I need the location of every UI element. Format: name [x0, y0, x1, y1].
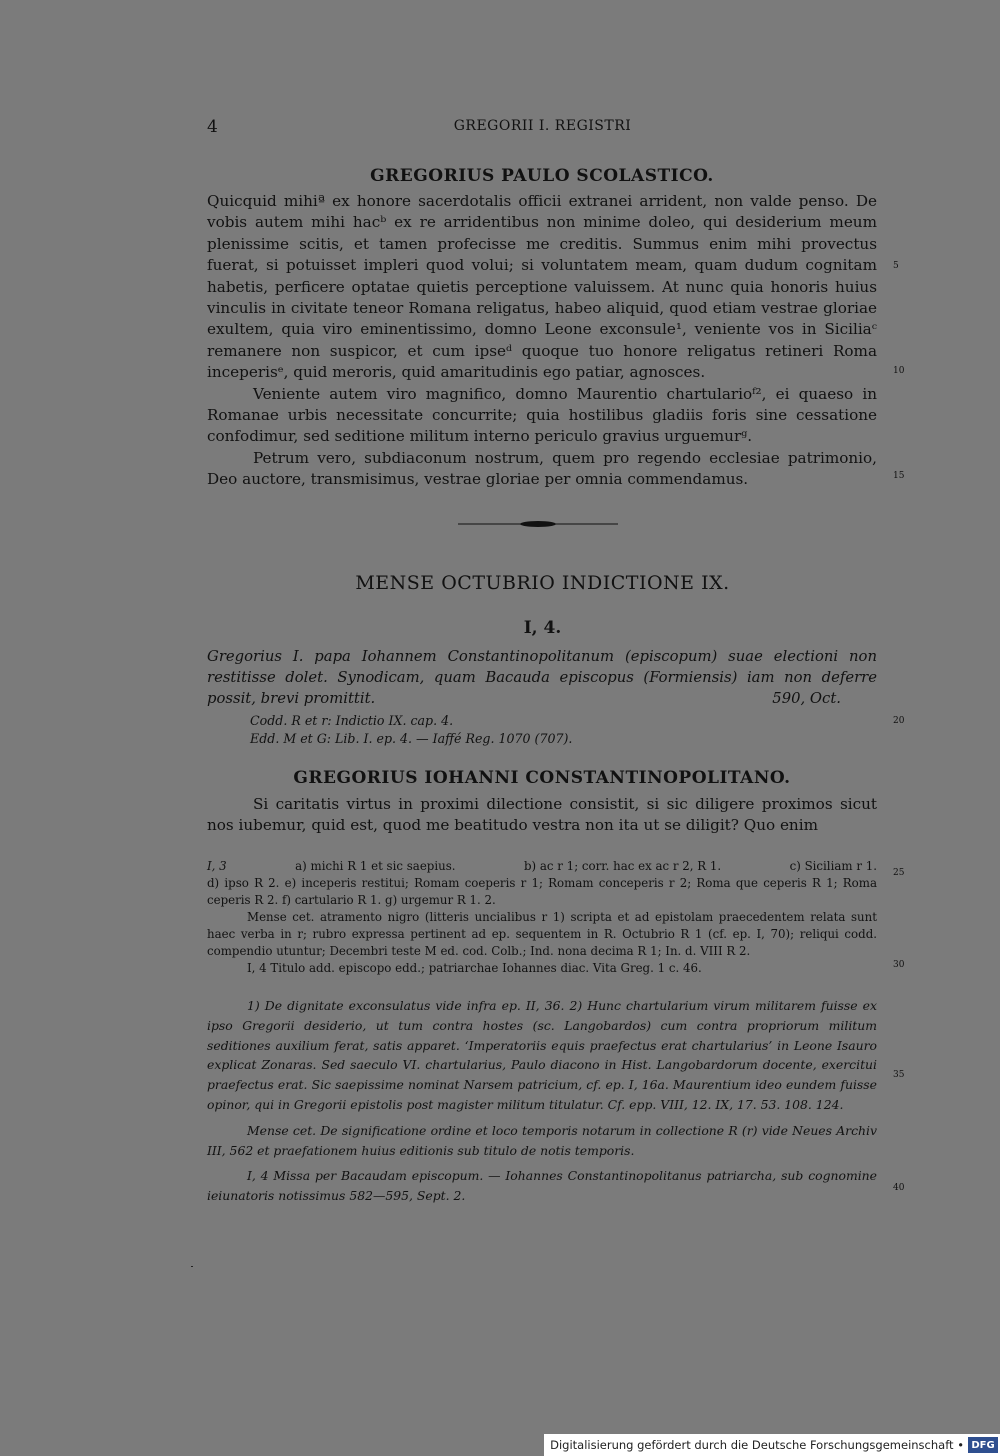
line-number: 35: [893, 1070, 905, 1080]
summary-date: 590, Oct.: [772, 690, 841, 707]
apparatus-note-b: b) ac r 1; corr. hac ex ac r 2, R 1.: [524, 859, 722, 873]
month-title: MENSE OCTUBRIO INDICTIONE IX.: [355, 572, 730, 594]
apparatus-row-2: d) ipso R 2. e) inceperis restitui; Romam coeperis r 1; Romam conceperis r 2; Roma que ceperis R 1; Roma ceperis R 2. f) cartulario R 1. g) urgemur R 1. 2.: [207, 876, 877, 907]
apparatus-mense: Mense cet. atramento nigro (litteris uncialibus r 1) scripta et ad epistolam praecedentem relata sunt haec verba in r; rubro expressa pertinent ad ep. sequentem in R. Octubrio R 1 (cf. ep. I, 70); reliqui codd. compendio utuntur; Decembri teste M ed. cod. Colb.; Ind. nona decima R 1; In. d. VIII R 2.: [207, 910, 877, 958]
commentary-note: Mense cet. De significatione ordine et loco temporis notarum in collectione R (r) vide Neues Archiv III, 562 et praefationem huius editionis sub titulo de notis temporis.: [207, 1122, 877, 1158]
commentary-notes: [207, 996, 877, 1212]
editions-line: Edd. M et G: Lib. I. ep. 4. — Iaffé Reg. 1070 (707).: [250, 730, 573, 746]
line-number: 30: [893, 960, 905, 970]
page-number: 4: [207, 117, 218, 137]
letter-1-paragraph-2: Veniente autem viro magnifico, domno Maurentio chartularioᶠ², ei quaeso in Romanae urbis necessitate concurrite; quia hostilibus gladiis foris sine cessatione confodimur, sed seditione militum interno periculo gravius urguemurᵍ.: [207, 384, 877, 446]
letter-1-title: GREGORIUS PAULO SCOLASTICO.: [370, 166, 714, 186]
line-number: 25: [893, 868, 905, 878]
summary-text: Gregorius I. papa Iohannem Constantinopolitanum (episcopum) suae electioni non restitisse dolet. Synodicam, quam Bacauda episcopus (Formiensis) iam non deferre possit, brevi promittit.: [207, 648, 877, 707]
document-number: I, 4.: [523, 618, 562, 638]
scan-speck: [191, 1266, 193, 1267]
letter-2: [207, 768, 877, 837]
commentary-note: I, 4 Missa per Bacaudam episcopum. — Iohannes Constantinopolitanus patriarcha, sub cognomine ieiunatoris notissimus 582—595, Sept. 2.: [207, 1168, 877, 1204]
apparatus-note-a: a) michi R 1 et sic saepius.: [295, 859, 456, 873]
critical-apparatus: [207, 858, 877, 977]
letter-1-paragraph-1: Quicquid mihiª ex honore sacerdotalis officii extranei arrident, non valde penso. De vobis autem mihi hacᵇ ex re arridentibus non minime doleo, qui desiderium meum plenissime scitis, et tamen profecisse me creditis. Summus enim mihi provectus fuerat, si potuisset impleri quod volui; si voluntatem meam, quam dudum cognitam habetis, perficere optatae quietis perceptione valuissem. At nunc quia honoris huius vinculis in civitate teneor Romana religatus, habeo aliquid, quod etiam vestrae gloriae exultem, quia viro eminentissimo, domno Leone exconsule¹, veniente vos in Siciliaᶜ remanere non suspicor, et cum ipseᵈ quoque tuo honore religatus retineri Roma inceperisᵉ, quid meroris, quid amaritudinis ego patiar, agnosces.: [207, 192, 877, 382]
apparatus-titulo: I, 4 Titulo add. episcopo edd.; patriarchae Iohannes diac. Vita Greg. 1 c. 46.: [247, 961, 702, 975]
line-number: 5: [893, 261, 899, 271]
document-summary: [207, 646, 877, 747]
line-number: 20: [893, 716, 905, 726]
apparatus-ref: I, 3: [207, 859, 227, 873]
letter-2-text: Si caritatis virtus in proximi dilectione consistit, si sic diligere proximos sicut nos iubemur, quid est, quod me beatitudo vestra non ita ut se diligit? Quo enim: [207, 795, 877, 835]
commentary-note: 1) De dignitate exconsulatus vide infra ep. II, 36. 2) Hunc chartularium virum militarem fuisse ex ipso Gregorii desiderio, ut tum contra hostes (sc. Langobardos) cum contra propriorum militum seditiones auxilium ferat, satis apparet. ‘Imperatoriis equis praefectus erat chartularius’ in Leone Isauro explicat Zonaras. Sed saeculo VI. chartularius, Paulo diacono in Hist. Langobardorum docente, exercitui praefectus erat. Sic saepissime nominat Narsem patricium, cf. ep. I, 16a. Maurentium ideo eundem fuisse opinor, qui in Gregorii epistolis post magister militum titulatur. Cf. epp. VIII, 12. IX, 17. 53. 108. 124.: [207, 998, 877, 1112]
running-title: GREGORII I. REGISTRI: [453, 118, 632, 134]
footer-text: Digitalisierung gefördert durch die Deutsche Forschungsgemeinschaft •: [550, 1438, 964, 1452]
line-number: 10: [893, 366, 905, 376]
apparatus-row-1: [207, 858, 877, 875]
apparatus-note-c: c) Siciliam r 1.: [789, 859, 877, 873]
ornamental-rule: [458, 518, 618, 530]
letter-1: [207, 166, 877, 491]
dfg-logo-icon: DFG: [968, 1437, 998, 1453]
footer-banner: [544, 1434, 1000, 1456]
line-number: 40: [893, 1183, 905, 1193]
letter-1-paragraph-3: Petrum vero, subdiaconum nostrum, quem pro regendo ecclesiae patrimonio, Deo auctore, transmisimus, vestrae gloriae per omnia commendamus.: [207, 448, 877, 489]
codices-line: Codd. R et r: Indictio IX. cap. 4.: [250, 713, 454, 728]
line-number: 15: [893, 471, 905, 481]
letter-2-title: GREGORIUS IOHANNI CONSTANTINOPOLITANO.: [293, 768, 791, 788]
